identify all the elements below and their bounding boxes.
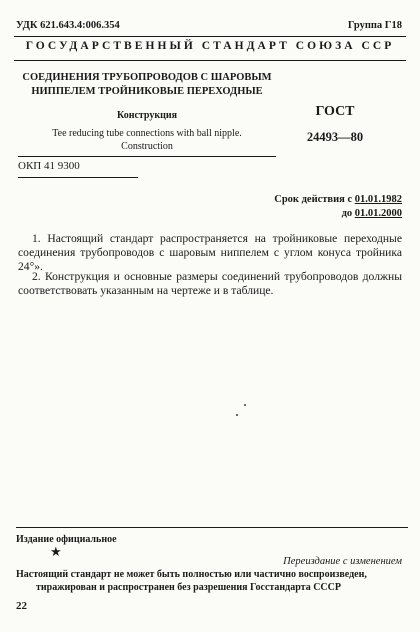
paragraph-2-text: 2. Конструкция и основные размеры соединений трубопроводов должны соответствовать указанным на чертеже и в таблице. xyxy=(18,270,402,297)
star-icon: ★ xyxy=(50,544,62,559)
scan-speck xyxy=(236,414,238,416)
validity-to-label: до xyxy=(341,208,353,219)
validity-from xyxy=(274,194,402,205)
paragraph-1-text: 1. Настоящий стандарт распространяется на тройниковые переходные соединения трубопроводов с шаровым ниппелем с углом конуса тройника 24°». xyxy=(18,232,402,273)
document-title xyxy=(18,71,276,99)
state-standard-title: ГОСУДАРСТВЕННЫЙ СТАНДАРТ СОЮЗА ССР xyxy=(25,40,395,52)
validity-from-label: Срок действия с xyxy=(274,194,353,205)
gost-label: ГОСТ xyxy=(315,104,355,119)
english-title-line-2: Construction xyxy=(121,140,173,152)
validity-from-date: 01.01.1982 xyxy=(354,194,402,205)
group-code: Группа Г18 xyxy=(347,20,402,31)
copyright-notice xyxy=(16,568,408,594)
paragraph-2 xyxy=(18,270,402,298)
document-title-line-1: СОЕДИНЕНИЯ ТРУБОПРОВОДОВ С ШАРОВЫМ xyxy=(22,72,272,83)
scan-speck xyxy=(244,404,246,406)
udk-code: УДК 621.643.4:006.354 xyxy=(16,20,120,31)
validity-to-date: 01.01.2000 xyxy=(354,208,402,219)
page-number: 22 xyxy=(16,600,27,612)
footer-rule xyxy=(16,527,408,528)
english-title xyxy=(18,128,276,153)
gost-number: 24493—80 xyxy=(306,130,364,144)
paragraph-1 xyxy=(18,232,402,273)
reissue-note: Переиздание с изменением xyxy=(283,556,402,567)
document-title-line-2: НИППЕЛЕМ ТРОЙНИКОВЫЕ ПЕРЕХОДНЫЕ xyxy=(31,86,263,97)
top-rule xyxy=(14,36,406,37)
validity-to xyxy=(342,208,402,219)
copyright-notice-line-1: Настоящий стандарт не может быть полностью или частично воспроизведен, xyxy=(16,569,367,580)
document-subtitle: Конструкция xyxy=(116,110,178,121)
title-bottom-rule xyxy=(18,156,276,157)
okp-rule xyxy=(18,177,138,178)
official-edition-label: Издание официальное xyxy=(16,534,117,545)
english-title-line-1: Tee reducing tube connections with ball nipple. xyxy=(52,128,242,139)
title-rule xyxy=(14,60,406,61)
okp-code: ОКП 41 9300 xyxy=(18,160,80,172)
copyright-notice-line-2: тиражирован и распространен без разрешения Госстандарта СССР xyxy=(36,582,341,593)
